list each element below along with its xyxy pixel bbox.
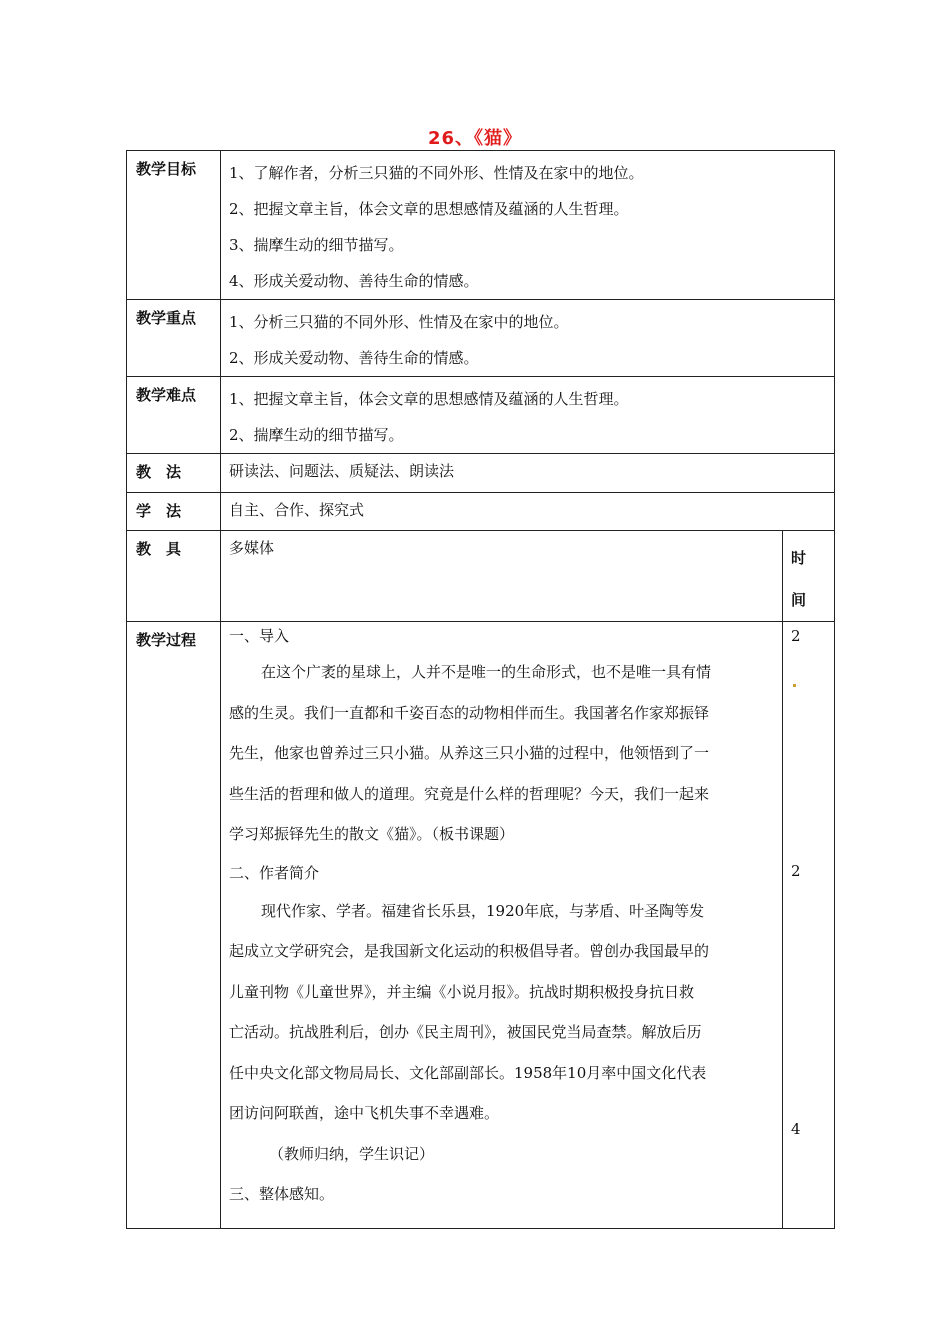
goal-item: 4、形成关爱动物、善待生命的情感。 — [229, 272, 479, 290]
row-learning-method — [127, 493, 835, 531]
section-heading: 二、作者简介 — [229, 863, 320, 882]
paragraph-line: 感的生灵。我们一直都和千姿百态的动物相伴而生。我国著名作家郑振铎 — [229, 703, 710, 722]
tools-label: 教 具 — [127, 531, 221, 622]
difficulty-item: 1、把握文章主旨，体会文章的思想感情及蕴涵的人生哲理。 — [229, 390, 629, 408]
key-point-item: 1、分析三只猫的不同外形、性情及在家中的地位。 — [229, 313, 569, 331]
paragraph-line: 学习郑振铎先生的散文《猫》。（板书课题） — [229, 825, 515, 843]
time-header-char: 时 — [791, 549, 807, 567]
goal-item: 3、揣摩生动的细节描写。 — [229, 236, 404, 254]
section-heading: 一、导入 — [229, 627, 290, 645]
row-difficulties — [127, 377, 835, 454]
teaching-method-content — [221, 454, 835, 493]
row-key-points — [127, 300, 835, 377]
goals-content — [221, 151, 835, 300]
paragraph-line: 亡活动。抗战胜利后，创办《民主周刊》，被国民党当局查禁。解放后历 — [229, 1023, 702, 1041]
row-goals — [127, 151, 835, 300]
paragraph-line: 起成立文学研究会，是我国新文化运动的积极倡导者。曾创办我国最早的 — [229, 942, 710, 960]
row-teaching-method — [127, 454, 835, 493]
key-point-item: 2、形成关爱动物、善待生命的情感。 — [229, 349, 479, 367]
process-label: 教学过程 — [127, 622, 221, 1229]
learning-method-label: 学 法 — [127, 493, 221, 531]
goals-label: 教学目标 — [127, 151, 221, 300]
paragraph-line: 任中央文化部文物局局长、文化部副部长。1958年10月率中国文化代表 — [229, 1063, 707, 1082]
teacher-note: （教师归纳，学生识记） — [269, 1144, 435, 1163]
time-value: 2 — [791, 627, 801, 645]
process-content — [221, 622, 783, 1229]
time-column-header — [783, 531, 835, 622]
key-points-label: 教学重点 — [127, 300, 221, 377]
section-heading: 三、整体感知。 — [229, 1185, 335, 1203]
time-value: 2 — [791, 862, 801, 880]
paragraph-line: 儿童刊物《儿童世界》，并主编《小说月报》。抗战时期积极投身抗日救 — [229, 982, 695, 1001]
key-points-content — [221, 300, 835, 377]
difficulties-label: 教学难点 — [127, 377, 221, 454]
paragraph-line: 现代作家、学者。福建省长乐县，1920年底，与茅盾、叶圣陶等发 — [261, 901, 705, 920]
goal-item: 2、把握文章主旨，体会文章的思想感情及蕴涵的人生哲理。 — [229, 200, 629, 218]
paragraph-line: 先生，他家也曾养过三只小猫。从养这三只小猫的过程中，他领悟到了一 — [229, 744, 710, 762]
learning-method-content — [221, 493, 835, 531]
paragraph-line: 些生活的哲理和做人的道理。究竟是什么样的哲理呢？今天，我们一起来 — [229, 784, 710, 803]
paragraph-line: 团访问阿联酋，途中飞机失事不幸遇难。 — [229, 1104, 500, 1122]
time-header-char: 间 — [791, 591, 807, 609]
row-tools — [127, 531, 835, 622]
time-column — [783, 622, 835, 1229]
teaching-method-value: 研读法、问题法、质疑法、朗读法 — [229, 462, 455, 480]
page-title: 26、《猫》 — [427, 128, 523, 149]
tools-content — [221, 531, 783, 622]
teaching-method-label: 教 法 — [127, 454, 221, 493]
learning-method-value: 自主、合作、探究式 — [229, 501, 365, 519]
paragraph-line: 在这个广袤的星球上，人并不是唯一的生命形式，也不是唯一具有情 — [261, 663, 712, 681]
tools-value: 多媒体 — [229, 539, 275, 557]
time-value: 4 — [791, 1120, 801, 1138]
difficulty-item: 2、揣摩生动的细节描写。 — [229, 426, 404, 444]
difficulties-content — [221, 377, 835, 454]
row-process — [127, 622, 835, 1229]
lesson-plan-table — [126, 150, 835, 1229]
goal-item: 1、了解作者，分析三只猫的不同外形、性情及在家中的地位。 — [229, 164, 644, 182]
marker-dot — [793, 684, 796, 687]
